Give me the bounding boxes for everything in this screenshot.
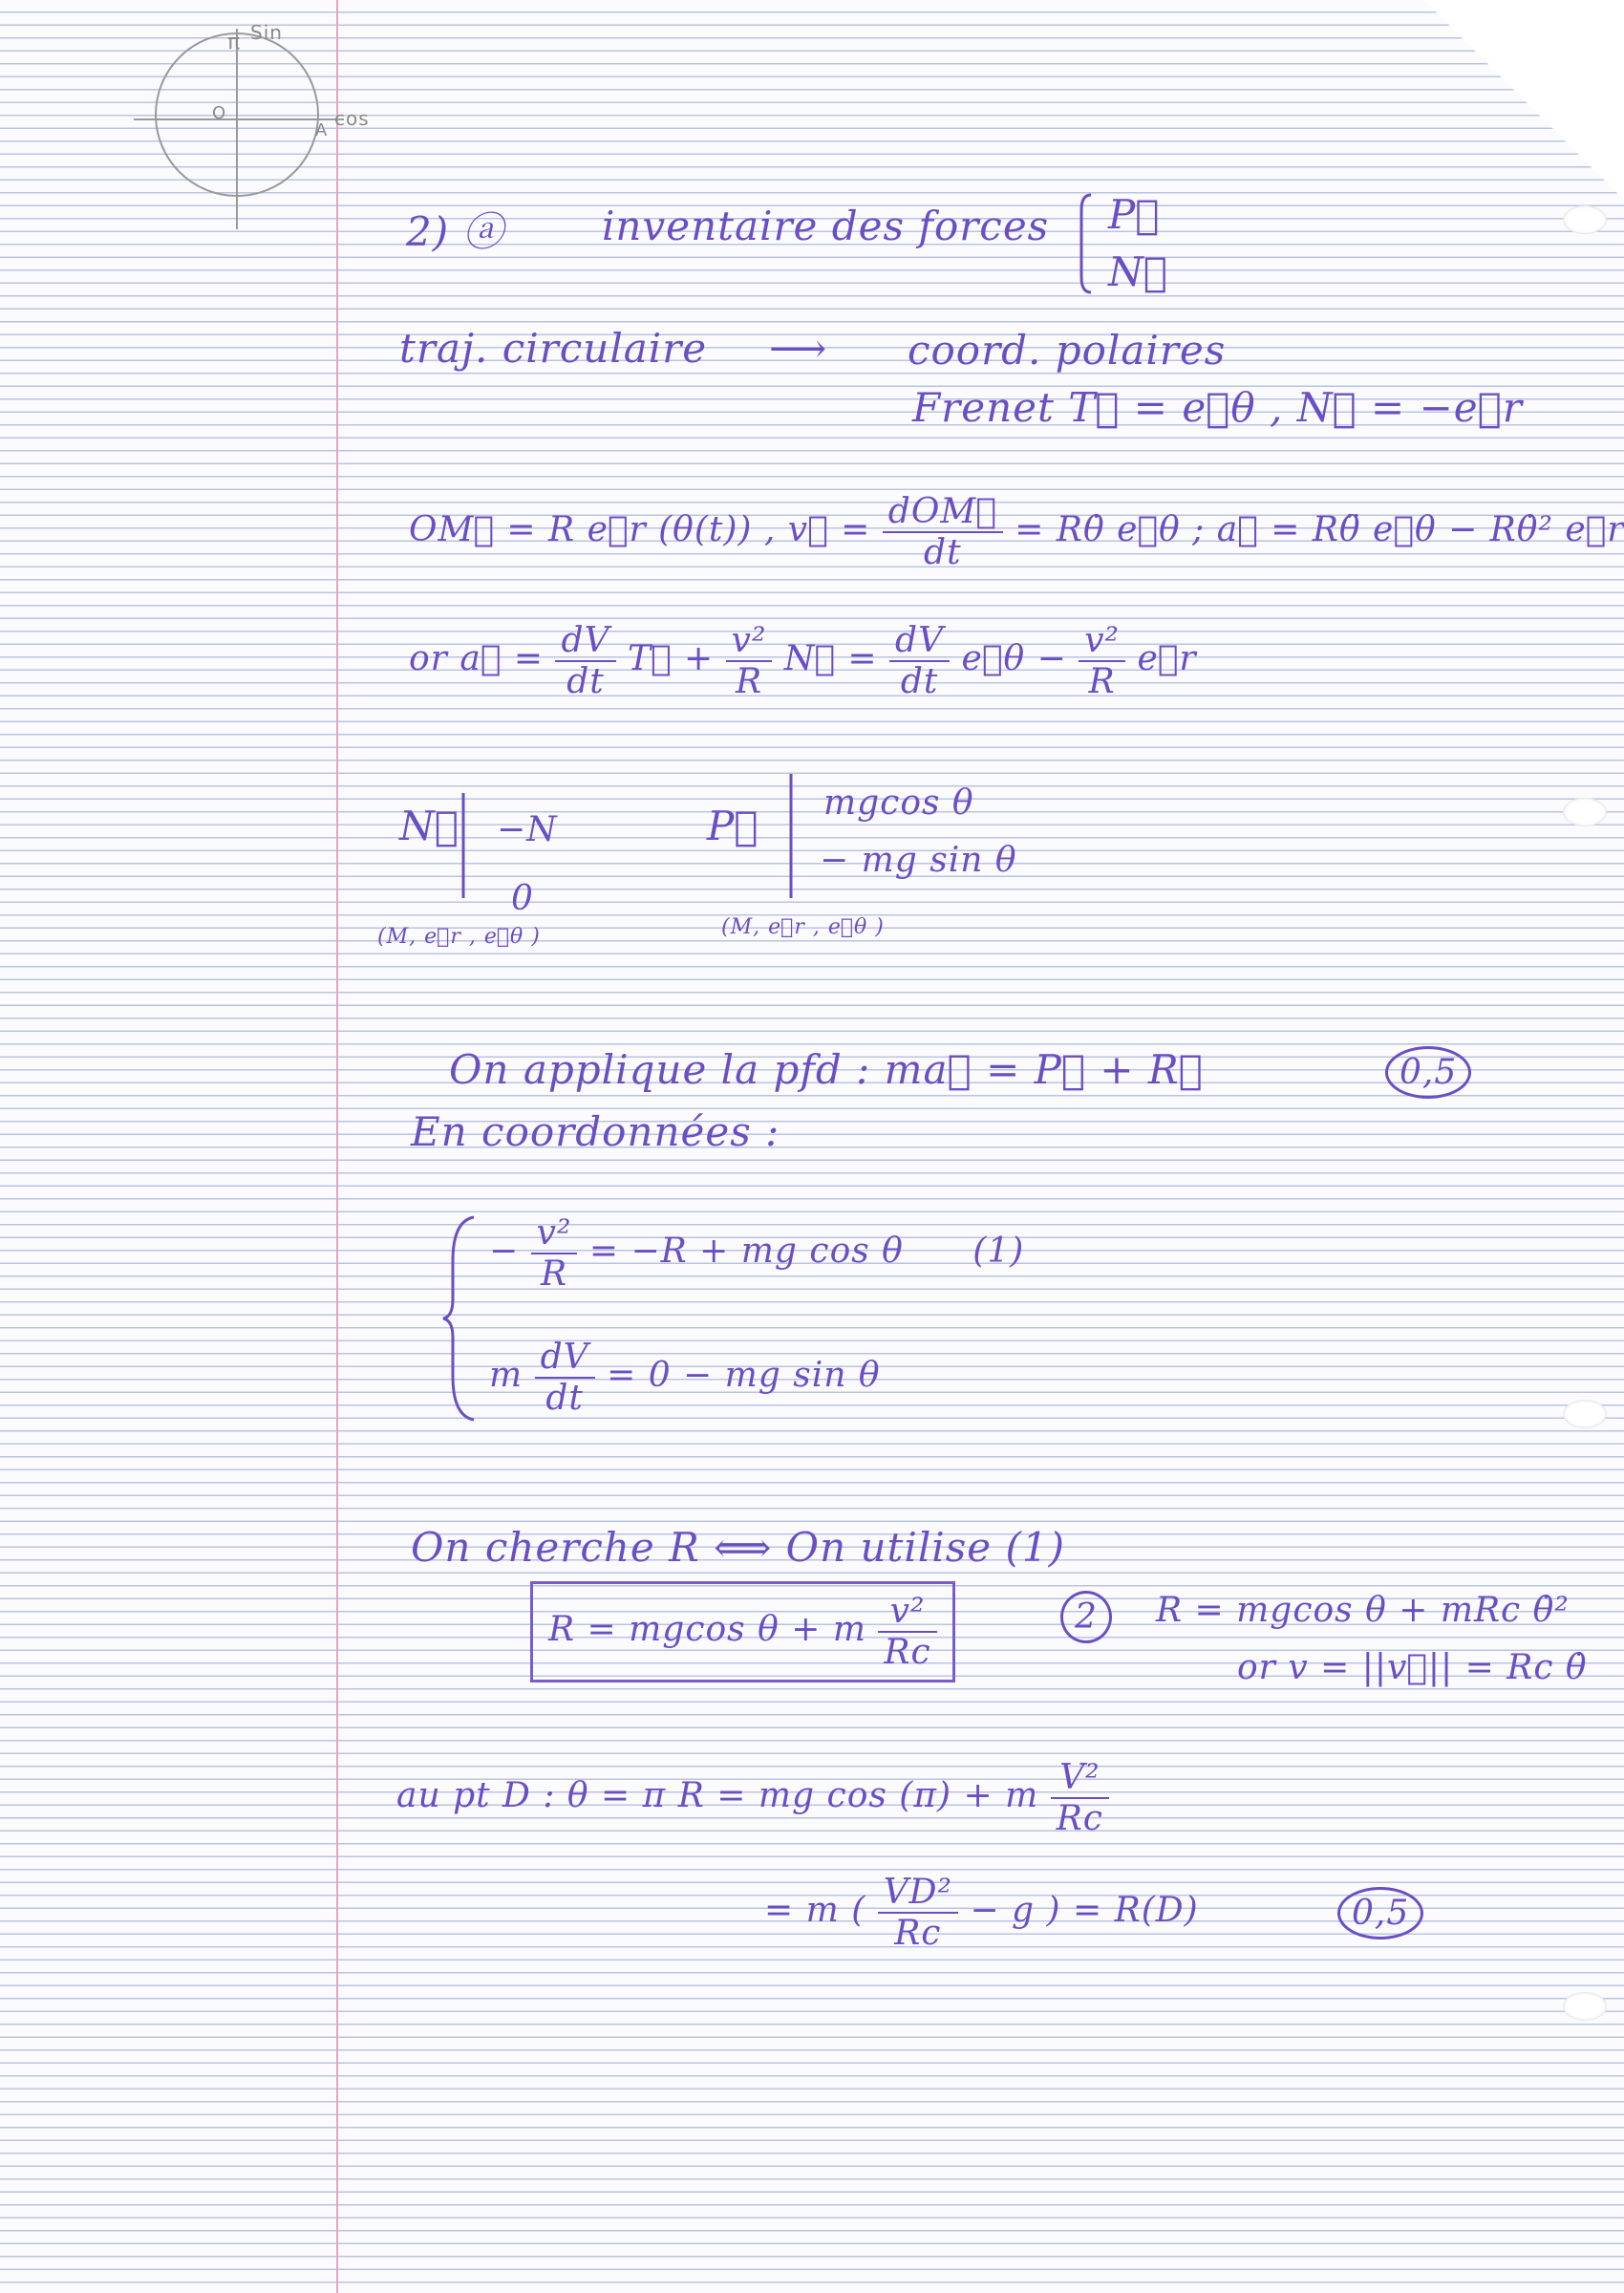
- trajectory-text: traj. circulaire: [399, 325, 708, 372]
- fraction: [555, 621, 615, 701]
- acc-mid3: e⃗θ −: [961, 639, 1067, 678]
- eq1-rhs: = −R + mg cos θ: [588, 1232, 904, 1271]
- p-vector-label: P⃗: [707, 803, 759, 849]
- fraction-denominator: R: [1088, 662, 1116, 701]
- point-d-eq: au pt D : θ = π R = mg cos (π) + m: [396, 1776, 1039, 1815]
- fraction-denominator: dt: [924, 533, 962, 572]
- position-velocity-line: [409, 492, 1624, 572]
- score-badge: 0,5: [1337, 1887, 1423, 1939]
- fraction-numerator: dV: [535, 1338, 595, 1379]
- frenet-acceleration-line: [409, 621, 1197, 701]
- fraction-numerator: dV: [889, 621, 950, 662]
- system-brace: [441, 1213, 480, 1424]
- fraction-denominator: Rc: [1056, 1799, 1103, 1838]
- inventory-heading: inventaire des forces: [602, 203, 1050, 249]
- force-p: P⃗: [1108, 191, 1161, 238]
- origin-label: O: [212, 103, 227, 123]
- point-d-line: [396, 1758, 1109, 1838]
- fraction-numerator: v²: [531, 1213, 578, 1254]
- force-brace: [1078, 191, 1097, 296]
- fraction-numerator: v²: [726, 621, 773, 662]
- n-vector-label: N⃗: [399, 803, 459, 849]
- result-end: − g ) = R(D): [970, 1891, 1199, 1930]
- point-a-label: A: [315, 120, 329, 140]
- margin-line: [336, 0, 338, 2293]
- fraction: [535, 1338, 595, 1418]
- fraction: [878, 1592, 936, 1672]
- p-component-bar: [788, 774, 794, 898]
- punch-hole: [1563, 798, 1607, 826]
- point-d-result: [764, 1873, 1199, 1953]
- fraction: [889, 621, 950, 701]
- acc-end: e⃗r: [1137, 639, 1197, 678]
- acc-mid2: N⃗ =: [783, 639, 878, 678]
- eq2-rhs: = 0 − mg sin θ: [607, 1356, 881, 1395]
- n-component-r: −N: [497, 810, 558, 849]
- boxed-lhs: R = mgcos θ + m: [548, 1610, 866, 1649]
- punch-hole: [1563, 1992, 1607, 2021]
- fraction: [1079, 621, 1125, 701]
- cos-label: cos: [334, 107, 370, 130]
- p-component-theta: − mg sin θ: [820, 841, 1017, 880]
- fraction-numerator: dOM⃗: [883, 492, 1003, 533]
- fraction: [531, 1213, 578, 1294]
- part-label: 2) ⓐ: [406, 208, 504, 255]
- frenet-text: Frenet T⃗ = e⃗θ , N⃗ = −e⃗r: [912, 384, 1523, 431]
- acceleration-eq: = Rθ̇ e⃗θ ; a⃗ = Rθ̈ e⃗θ − Rθ̇² e⃗r: [1015, 510, 1624, 549]
- result-start: = m (: [764, 1891, 866, 1930]
- search-line: On cherche R ⟺ On utilise (1): [411, 1524, 1065, 1571]
- acc-start: or a⃗ =: [409, 639, 544, 678]
- fraction-denominator: Rc: [894, 1914, 942, 1953]
- eq2-mass: m: [489, 1356, 524, 1395]
- n-component-theta: 0: [511, 879, 534, 918]
- force-n: N⃗: [1108, 248, 1168, 295]
- fraction: [1051, 1758, 1109, 1838]
- trig-circle-drawing: [124, 19, 411, 268]
- position-eq: OM⃗ = R e⃗r (θ(t)) , v⃗ =: [409, 510, 871, 549]
- n-component-bar: [460, 793, 466, 898]
- trajectory-arrow: ⟶: [769, 325, 828, 372]
- coordinates-heading: En coordonnées :: [411, 1108, 780, 1155]
- pi-label: π: [227, 31, 242, 54]
- fraction-denominator: dt: [545, 1379, 584, 1418]
- fraction-numerator: V²: [1051, 1758, 1109, 1799]
- p-component-r: mgcos θ: [823, 783, 974, 823]
- velocity-relation: or v = ||v⃗|| = Rc θ̇: [1237, 1648, 1588, 1687]
- acc-mid1: T⃗ +: [627, 639, 715, 678]
- sin-label: Sin: [250, 21, 283, 44]
- polar-coords-text: coord. polaires: [908, 327, 1227, 374]
- eq1-tag: (1): [972, 1232, 1025, 1271]
- score-badge: 0,5: [1385, 1046, 1471, 1099]
- punch-hole: [1563, 1400, 1607, 1428]
- fraction: [878, 1873, 958, 1953]
- fraction-denominator: dt: [900, 662, 939, 701]
- fraction-numerator: v²: [878, 1592, 936, 1633]
- fraction-denominator: dt: [566, 662, 605, 701]
- fraction-denominator: R: [540, 1254, 568, 1294]
- fraction-denominator: R: [735, 662, 763, 701]
- pfd-line: On applique la pfd : ma⃗ = P⃗ + R⃗: [449, 1046, 1204, 1093]
- punch-hole: [1563, 205, 1607, 234]
- alt-expression: R = mgcos θ + mRc θ̇²: [1156, 1591, 1570, 1630]
- equation-1: [489, 1213, 1024, 1294]
- fraction-denominator: Rc: [884, 1633, 931, 1672]
- fraction-numerator: v²: [1079, 621, 1125, 662]
- equation-2: [489, 1338, 881, 1418]
- fraction-numerator: dV: [555, 621, 615, 662]
- n-basis: (M, e⃗r , e⃗θ ): [377, 925, 541, 949]
- p-basis: (M, e⃗r , e⃗θ ): [721, 915, 885, 939]
- fraction-numerator: VD²: [878, 1873, 958, 1914]
- velocity-fraction: [883, 492, 1003, 572]
- score-badge: 2: [1060, 1591, 1112, 1643]
- boxed-result: [530, 1581, 955, 1682]
- fraction: [726, 621, 773, 701]
- eq1-sign: −: [489, 1232, 520, 1271]
